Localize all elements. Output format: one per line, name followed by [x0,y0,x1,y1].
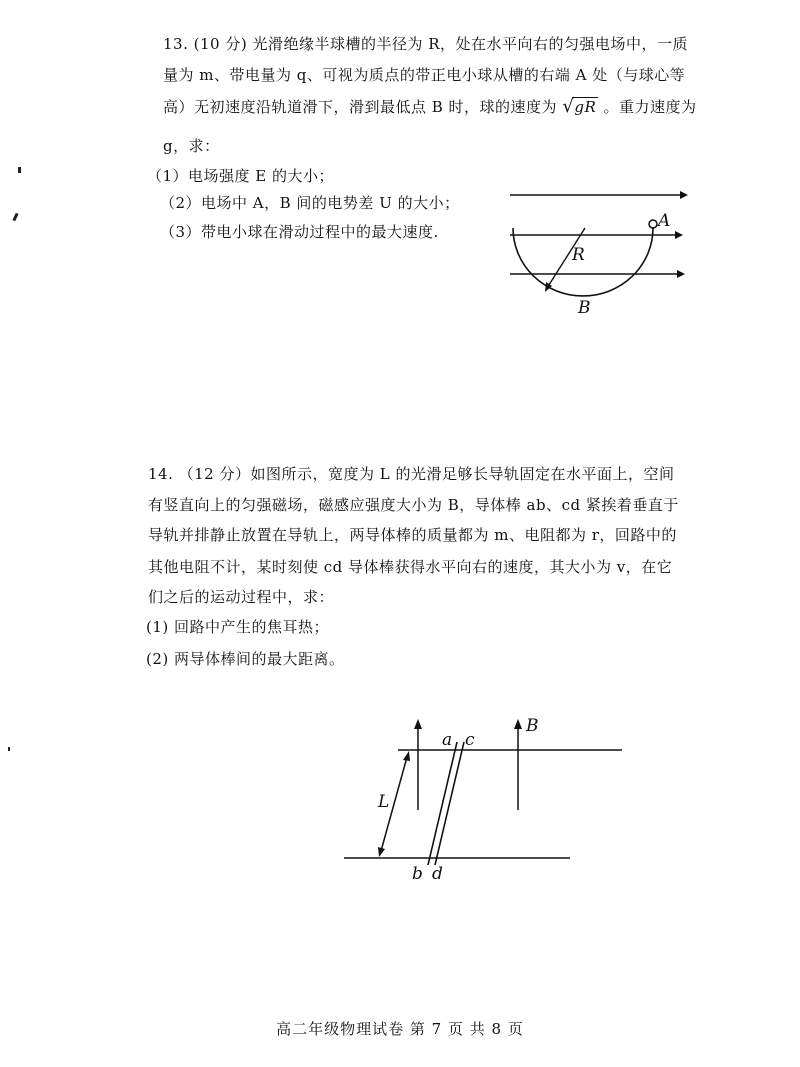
label-d: d [432,864,443,884]
problem-13-question-2: （2）电场中 A，B 间的电势差 U 的大小； [160,194,460,212]
field-arrow-bottom [677,270,685,278]
problem-13-line-1: 13. (10 分) 光滑绝缘半球槽的半径为 R，处在水平向右的匀强电场中，一质 [163,35,689,53]
problem-14-line-5: 们之后的运动过程中，求： [148,588,335,606]
problem-14-question-1: (1) 回路中产生的焦耳热； [146,618,330,636]
rod-cd [435,742,464,865]
field-arrow-middle [675,231,683,239]
problem-13-line-3 [163,96,697,117]
label-R: R [572,245,585,265]
radical-sign: √ [562,96,575,117]
problem-13-question-3: （3）带电小球在滑动过程中的最大速度. [160,223,439,241]
label-c: c [465,730,475,750]
rod-ab [428,742,457,865]
problem-14-question-2: (2) 两导体棒间的最大距离。 [146,650,345,668]
problem-13-question-1: （1）电场强度 E 的大小； [147,167,335,185]
charged-ball [649,220,657,228]
sqrt-radicand: gR [574,98,597,116]
label-b: b [412,864,423,884]
scan-mark [12,213,18,222]
label-B: B [578,298,591,318]
label-L: L [378,792,390,812]
scan-mark [18,167,21,173]
problem-13-line-2: 量为 m、带电量为 q、可视为质点的带正电小球从槽的右端 A 处（与球心等 [163,66,686,84]
width-arrow-bottom [378,847,385,857]
problem-14-line-4: 其他电阻不计，某时刻使 cd 导体棒获得水平向右的速度，其大小为 v，在它 [148,558,673,576]
problem-13-line-3-text: 高）无初速度沿轨道滑下，滑到最低点 B 时，球的速度为 [163,98,558,116]
problem-13-line-4: g，求： [163,137,220,155]
problem-14-line-3: 导轨并排静止放置在导轨上，两导体棒的质量都为 m、电阻都为 r，回路中的 [148,526,677,544]
problem-14-line-2: 有竖直向上的匀强磁场，磁感应强度大小为 B，导体棒 ab、cd 紧挨着垂直于 [148,496,679,514]
b-field-arrow-left [414,719,422,729]
label-A: A [658,211,671,231]
rails-rods-figure [330,705,640,890]
hemisphere-field-figure [495,180,695,320]
field-arrow-top [680,191,688,199]
scan-mark [8,747,10,751]
label-B: B [526,716,539,736]
page-footer: 高二年级物理试卷 第 7 页 共 8 页 [276,1020,524,1038]
width-arrow-top [403,751,410,761]
sqrt-expression [562,98,598,116]
label-a: a [442,730,453,750]
problem-13-line-3-tail: 。重力速度为 [603,98,697,116]
problem-14-line-1: 14. （12 分）如图所示，宽度为 L 的光滑足够长导轨固定在水平面上，空间 [148,465,675,483]
radius-arrow [545,282,552,292]
b-field-arrow-right [514,719,522,729]
